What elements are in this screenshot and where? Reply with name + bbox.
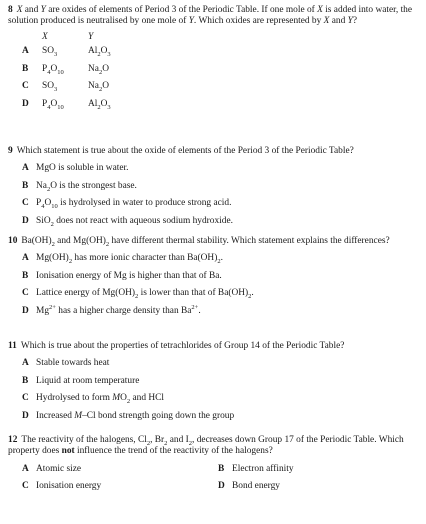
question-10-option-d[interactable] — [22, 303, 418, 317]
option-y-value: $Al_2O_3$ — [88, 98, 111, 111]
option-letter: A — [22, 46, 29, 57]
option-text: Bond energy — [232, 481, 280, 492]
question-11-options — [8, 358, 418, 422]
option-letter: B — [22, 270, 29, 281]
question-10-text: $Ba(OH)_2$ and $Mg(OH)_2$ have different thermal stability. Which statement explains the differences? — [21, 236, 390, 248]
question-9-options — [8, 163, 418, 227]
question-11-number: 11 — [8, 341, 17, 351]
question-12-option-a[interactable] — [22, 464, 218, 475]
question-9-option-b[interactable] — [22, 181, 418, 192]
option-text: Electron affinity — [232, 463, 294, 474]
option-text: Ionisation energy of Mg is higher than that of Ba. — [36, 270, 222, 281]
question-9-option-a[interactable] — [22, 163, 418, 174]
question-9 — [8, 146, 418, 233]
option-letter: C — [22, 288, 29, 299]
option-text: $Na_2O$ is the strongest base. — [36, 180, 137, 193]
question-12-option-d[interactable] — [218, 481, 414, 492]
option-y-value: $Na_2O$ — [88, 81, 109, 94]
question-11-stem — [8, 341, 418, 352]
option-letter: B — [218, 463, 225, 474]
question-8-table-header — [42, 32, 418, 43]
question-11-option-c[interactable] — [22, 393, 418, 404]
question-9-option-c[interactable] — [22, 198, 418, 209]
option-text: $Mg(OH)_2$ has more ionic character than $Ba(OH)_2$. — [36, 253, 223, 266]
question-12-options-row-1 — [22, 464, 418, 475]
option-text: Atomic size — [36, 463, 82, 474]
option-letter: C — [22, 81, 29, 92]
option-letter: B — [22, 180, 29, 191]
question-12-option-c[interactable] — [22, 481, 218, 492]
question-9-number: 9 — [8, 146, 13, 156]
question-12 — [8, 435, 418, 499]
option-y-value: $Al_2O_3$ — [88, 46, 111, 59]
question-9-option-d[interactable] — [22, 216, 418, 227]
option-text: Stable towards heat — [36, 358, 110, 369]
question-10-option-a[interactable] — [22, 253, 418, 264]
question-12-options — [8, 464, 418, 493]
question-11-option-a[interactable] — [22, 358, 418, 369]
option-text: MgO is soluble in water. — [36, 163, 129, 174]
question-8-option-d[interactable] — [22, 99, 418, 110]
question-8-option-b[interactable] — [22, 64, 418, 75]
question-10 — [8, 236, 418, 323]
question-8-text: X and Y are oxides of elements of Period 3 of the Periodic Table. If one mole of X is added into water, the solution produced is neutralised by one mole of Y. Which oxides are represented by X and Y? — [8, 5, 413, 27]
question-8-stem — [8, 5, 418, 28]
option-letter: D — [22, 305, 29, 316]
option-letter: D — [218, 481, 225, 492]
question-10-option-c[interactable] — [22, 288, 418, 299]
question-10-option-b[interactable] — [22, 271, 418, 282]
option-text: $P_4O_{10}$ is hydrolysed in water to produce strong acid. — [36, 198, 232, 211]
option-x-value: $P_4O_{10}$ — [42, 98, 64, 111]
question-9-stem — [8, 146, 418, 157]
question-11-text: Which is true about the properties of tetrachlorides of Group 14 of the Periodic Table? — [20, 341, 345, 351]
question-8-option-c[interactable] — [22, 81, 418, 92]
question-12-options-row-2 — [22, 481, 418, 492]
question-11 — [8, 341, 418, 428]
option-x-value: $SO_3$ — [42, 81, 58, 94]
option-letter: C — [22, 198, 29, 209]
question-8-number: 8 — [8, 5, 13, 15]
question-11-option-d[interactable] — [22, 411, 418, 422]
option-text: Liquid at room temperature — [36, 375, 140, 386]
option-letter: D — [22, 410, 29, 421]
option-letter: D — [22, 215, 29, 226]
option-text: Hydrolysed to form $MO_2$ and HCl — [36, 393, 164, 406]
question-8-option-a[interactable] — [22, 46, 418, 57]
question-12-stem — [8, 435, 418, 458]
option-letter: A — [22, 163, 29, 174]
question-9-text: Which statement is true about the oxide of elements of the Period 3 of the Periodic Table? — [16, 146, 354, 156]
question-10-options — [8, 253, 418, 317]
option-x-value: $SO_3$ — [42, 46, 58, 59]
option-text: SiO$_2$ does not react with aqueous sodium hydroxide. — [36, 215, 233, 228]
option-y-value: $Na_2O$ — [88, 63, 109, 76]
column-y-header: Y — [88, 31, 94, 42]
option-letter: A — [22, 358, 29, 369]
question-11-option-b[interactable] — [22, 376, 418, 387]
option-text: Lattice energy of $Mg(OH)_2$ is lower than that of $Ba(OH)_2$. — [36, 288, 254, 301]
option-letter: C — [22, 393, 29, 404]
option-letter: C — [22, 481, 29, 492]
question-10-number: 10 — [8, 236, 18, 246]
option-letter: A — [22, 253, 29, 264]
option-text: Increased M–Cl bond strength going down the group — [36, 410, 235, 421]
column-x-header: X — [42, 31, 48, 42]
option-text: Ionisation energy — [36, 481, 102, 492]
question-12-number: 12 — [8, 435, 18, 445]
question-8-options — [8, 46, 418, 110]
question-10-stem — [8, 236, 418, 247]
option-text: $Mg^{2+}$ has a higher charge density than $Ba^{2+}$. — [36, 303, 201, 316]
option-letter: B — [22, 63, 29, 74]
question-12-option-b[interactable] — [218, 464, 414, 475]
option-letter: B — [22, 375, 29, 386]
question-12-text: The reactivity of the halogens, $Cl_2$, $Br_2$ and $I_2$, decreases down Group 17 of the Periodic Table. Which property does not influence the trend of the reactivity of the halogens? — [8, 435, 404, 457]
option-letter: A — [22, 463, 29, 474]
option-letter: D — [22, 98, 29, 109]
question-8 — [8, 5, 418, 116]
option-x-value: $P_4O_{10}$ — [42, 63, 64, 76]
